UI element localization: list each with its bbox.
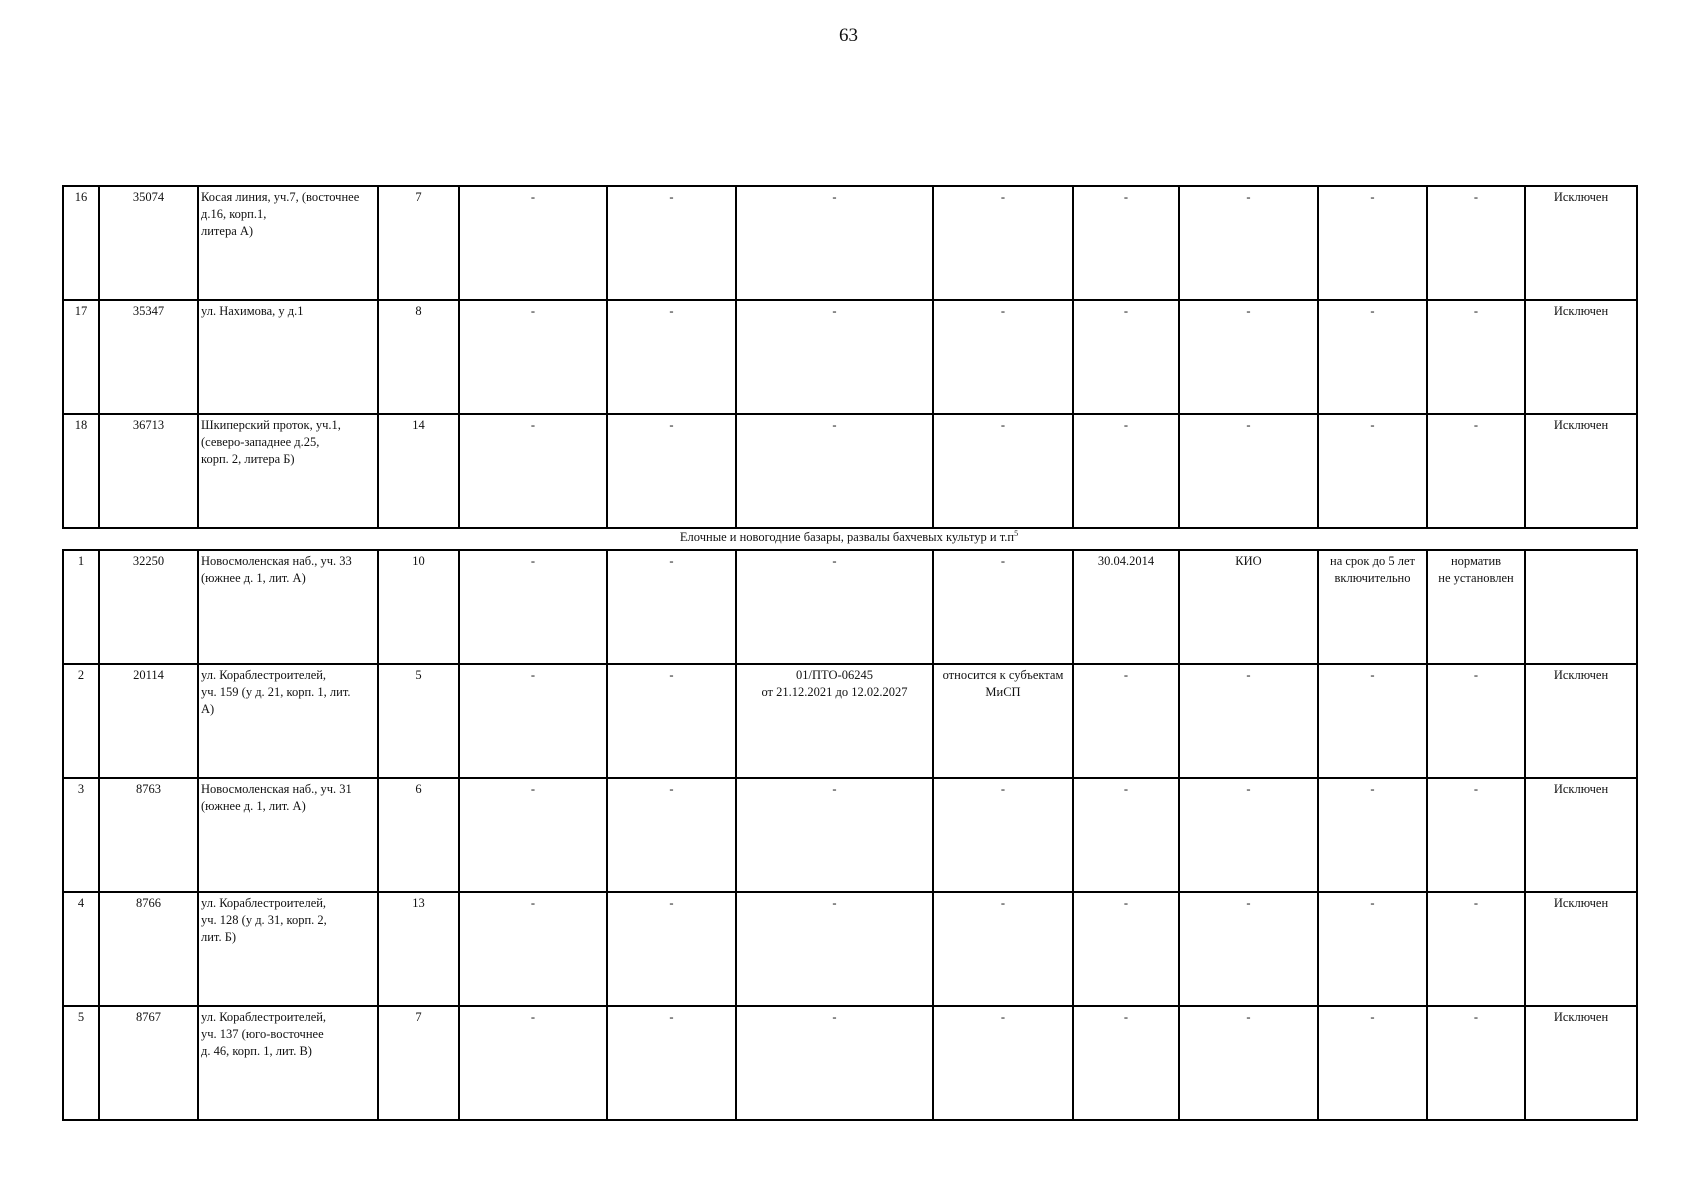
table-cell: - bbox=[1318, 1006, 1427, 1120]
table-cell: - bbox=[607, 550, 736, 664]
table-body bbox=[63, 186, 1637, 528]
table-row bbox=[63, 778, 1637, 892]
table-cell: - bbox=[933, 892, 1073, 1006]
table-cell: - bbox=[1179, 664, 1318, 778]
table-cell: Исключен bbox=[1525, 892, 1637, 1006]
table-cell: - bbox=[1318, 414, 1427, 528]
table-cell: - bbox=[459, 186, 607, 300]
table-cell: 20114 bbox=[99, 664, 198, 778]
table-cell: 35347 bbox=[99, 300, 198, 414]
table-cell: - bbox=[459, 778, 607, 892]
table-cell: - bbox=[1073, 414, 1179, 528]
table-cell: - bbox=[1073, 778, 1179, 892]
table-body bbox=[63, 550, 1637, 1120]
table-row bbox=[63, 550, 1637, 664]
table-cell: - bbox=[933, 186, 1073, 300]
table-cell: 13 bbox=[378, 892, 459, 1006]
table-row bbox=[63, 664, 1637, 778]
table-cell: - bbox=[1318, 664, 1427, 778]
table-places-lower bbox=[62, 549, 1638, 1121]
table-cell: 2 bbox=[63, 664, 99, 778]
table-cell: - bbox=[1427, 892, 1525, 1006]
table-cell: - bbox=[1179, 186, 1318, 300]
table-cell: - bbox=[1427, 300, 1525, 414]
table-cell: - bbox=[1427, 664, 1525, 778]
table-cell: - bbox=[933, 778, 1073, 892]
table-cell: Новосмоленская наб., уч. 31 (южнее д. 1, лит. А) bbox=[198, 778, 378, 892]
table-cell: - bbox=[607, 1006, 736, 1120]
table-cell: - bbox=[1179, 1006, 1318, 1120]
table-cell: 4 bbox=[63, 892, 99, 1006]
table-cell: - bbox=[459, 892, 607, 1006]
table-cell: - bbox=[1073, 186, 1179, 300]
table-cell: 35074 bbox=[99, 186, 198, 300]
table-cell: - bbox=[1427, 1006, 1525, 1120]
table-cell: - bbox=[933, 300, 1073, 414]
table-cell: - bbox=[1179, 414, 1318, 528]
section-caption bbox=[62, 529, 1636, 545]
table-cell: - bbox=[736, 892, 933, 1006]
table-row bbox=[63, 1006, 1637, 1120]
table-cell: - bbox=[1318, 186, 1427, 300]
table-cell: 7 bbox=[378, 186, 459, 300]
table-cell: - bbox=[459, 664, 607, 778]
table-cell: - bbox=[933, 550, 1073, 664]
table-cell bbox=[1525, 550, 1637, 664]
footnote-marker: 5 bbox=[1014, 529, 1019, 538]
table-cell: 8 bbox=[378, 300, 459, 414]
page-number: 63 bbox=[839, 25, 858, 46]
table-cell: - bbox=[736, 186, 933, 300]
table-cell: - bbox=[1427, 186, 1525, 300]
table-cell: Шкиперский проток, уч.1, (северо-западнее д.25, корп. 2, литера Б) bbox=[198, 414, 378, 528]
table-cell: - bbox=[607, 664, 736, 778]
table-cell: - bbox=[1073, 300, 1179, 414]
table-cell: - bbox=[1318, 300, 1427, 414]
table-cell: 18 bbox=[63, 414, 99, 528]
table-places-upper bbox=[62, 185, 1638, 529]
table-cell: 3 bbox=[63, 778, 99, 892]
table-cell: - bbox=[1073, 892, 1179, 1006]
table-cell: норматив не установлен bbox=[1427, 550, 1525, 664]
table-cell: 1 bbox=[63, 550, 99, 664]
table-cell: 36713 bbox=[99, 414, 198, 528]
table-cell: - bbox=[1073, 1006, 1179, 1120]
table-cell: - bbox=[736, 1006, 933, 1120]
table-cell: - bbox=[607, 892, 736, 1006]
table-cell: - bbox=[459, 300, 607, 414]
table-row bbox=[63, 892, 1637, 1006]
table-cell: Новосмоленская наб., уч. 33 (южнее д. 1, лит. А) bbox=[198, 550, 378, 664]
table-cell: Исключен bbox=[1525, 1006, 1637, 1120]
table-cell: 8766 bbox=[99, 892, 198, 1006]
table-cell: ул. Кораблестроителей, уч. 128 (у д. 31, корп. 2, лит. Б) bbox=[198, 892, 378, 1006]
table-cell: - bbox=[1179, 778, 1318, 892]
table-cell: - bbox=[736, 550, 933, 664]
table-cell: 8763 bbox=[99, 778, 198, 892]
table-row bbox=[63, 186, 1637, 300]
table-cell: 14 bbox=[378, 414, 459, 528]
table-cell: относится к субъектам МиСП bbox=[933, 664, 1073, 778]
table-cell: КИО bbox=[1179, 550, 1318, 664]
table-cell: - bbox=[1318, 892, 1427, 1006]
table-row bbox=[63, 414, 1637, 528]
table-cell: ул. Нахимова, у д.1 bbox=[198, 300, 378, 414]
table-cell: - bbox=[1179, 300, 1318, 414]
table-cell: 7 bbox=[378, 1006, 459, 1120]
table-cell: 16 bbox=[63, 186, 99, 300]
table-cell: 5 bbox=[63, 1006, 99, 1120]
table-cell: Исключен bbox=[1525, 300, 1637, 414]
table-cell: - bbox=[607, 300, 736, 414]
table-cell: - bbox=[736, 778, 933, 892]
table-cell: 32250 bbox=[99, 550, 198, 664]
table-cell: 6 bbox=[378, 778, 459, 892]
table-cell: - bbox=[933, 414, 1073, 528]
table-cell: Исключен bbox=[1525, 414, 1637, 528]
table-cell: 5 bbox=[378, 664, 459, 778]
table-cell: 10 bbox=[378, 550, 459, 664]
table-cell: 8767 bbox=[99, 1006, 198, 1120]
table-cell: - bbox=[607, 186, 736, 300]
table-cell: 01/ПТО-06245 от 21.12.2021 до 12.02.2027 bbox=[736, 664, 933, 778]
table-cell: 30.04.2014 bbox=[1073, 550, 1179, 664]
table-cell: - bbox=[1179, 892, 1318, 1006]
table-cell: 17 bbox=[63, 300, 99, 414]
table-cell: - bbox=[933, 1006, 1073, 1120]
section-caption-text: Елочные и новогодние базары, развалы бахчевых культур и т.п bbox=[679, 530, 1015, 545]
table-cell: ул. Кораблестроителей, уч. 159 (у д. 21, корп. 1, лит. А) bbox=[198, 664, 378, 778]
table-cell: - bbox=[459, 1006, 607, 1120]
table-cell: - bbox=[459, 550, 607, 664]
table-cell: Исключен bbox=[1525, 186, 1637, 300]
table-cell: Исключен bbox=[1525, 664, 1637, 778]
table-cell: - bbox=[1073, 664, 1179, 778]
table-cell: - bbox=[736, 414, 933, 528]
table-cell: - bbox=[736, 300, 933, 414]
table-cell: Исключен bbox=[1525, 778, 1637, 892]
table-cell: - bbox=[1427, 778, 1525, 892]
table-cell: - bbox=[459, 414, 607, 528]
table-cell: - bbox=[1427, 414, 1525, 528]
table-cell: на срок до 5 лет включительно bbox=[1318, 550, 1427, 664]
table-row bbox=[63, 300, 1637, 414]
table-cell: - bbox=[1318, 778, 1427, 892]
table-cell: Косая линия, уч.7, (восточнее д.16, корп.1, литера А) bbox=[198, 186, 378, 300]
table-cell: ул. Кораблестроителей, уч. 137 (юго-восточнее д. 46, корп. 1, лит. В) bbox=[198, 1006, 378, 1120]
table-cell: - bbox=[607, 414, 736, 528]
table-cell: - bbox=[607, 778, 736, 892]
